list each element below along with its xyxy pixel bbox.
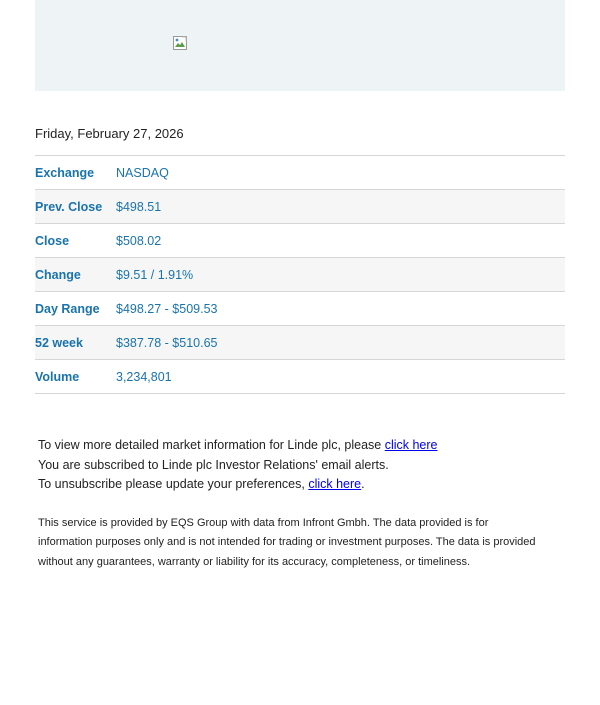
row-value: $498.27 - $509.53 (116, 301, 218, 316)
row-label: Volume (35, 369, 80, 384)
market-info-link[interactable]: click here (384, 438, 438, 452)
header-banner (35, 0, 565, 91)
unsubscribe-text: To unsubscribe please update your preferences, (38, 477, 309, 491)
table-row-change (35, 258, 565, 292)
row-value: $508.02 (116, 233, 162, 248)
table-row-volume (35, 360, 565, 394)
table-row-prev-close (35, 190, 565, 224)
table-row-day-range (35, 292, 565, 326)
row-value: $9.51 / 1.91% (116, 267, 194, 282)
row-label: Change (35, 267, 81, 282)
row-label: Day Range (35, 301, 100, 316)
table-row-exchange (35, 156, 565, 190)
row-value: NASDAQ (116, 165, 169, 180)
market-info-line (38, 436, 565, 456)
table-row-close (35, 224, 565, 258)
row-value: $387.78 - $510.65 (116, 335, 218, 350)
market-info-text: To view more detailed market information for Linde plc, please (38, 438, 385, 452)
row-label: Close (35, 233, 70, 248)
subscription-line: You are subscribed to Linde plc Investor Relations' email alerts. (38, 457, 389, 472)
unsubscribe-link[interactable]: click here (308, 477, 362, 491)
row-label: Prev. Close (35, 199, 103, 214)
unsubscribe-line (38, 475, 565, 495)
row-label: Exchange (35, 165, 95, 180)
row-label: 52 week (35, 335, 83, 350)
row-value: $498.51 (116, 199, 162, 214)
table-row-52-week (35, 326, 565, 360)
footer-links (35, 436, 565, 495)
email-body (35, 0, 565, 572)
date-heading: Friday, February 27, 2026 (35, 126, 184, 141)
unsubscribe-period: . (361, 477, 365, 491)
stock-quote-table (35, 155, 565, 394)
disclaimer-text: This service is provided by EQS Group with data from Infront Gmbh. The data provided is for information purposes only and is not intended for trading or investment purposes. The data is provided without any guarantees, warranty or liability for its accuracy, completeness, or timeliness. (38, 516, 536, 568)
broken-image-icon (173, 36, 187, 50)
row-value: 3,234,801 (116, 369, 172, 384)
